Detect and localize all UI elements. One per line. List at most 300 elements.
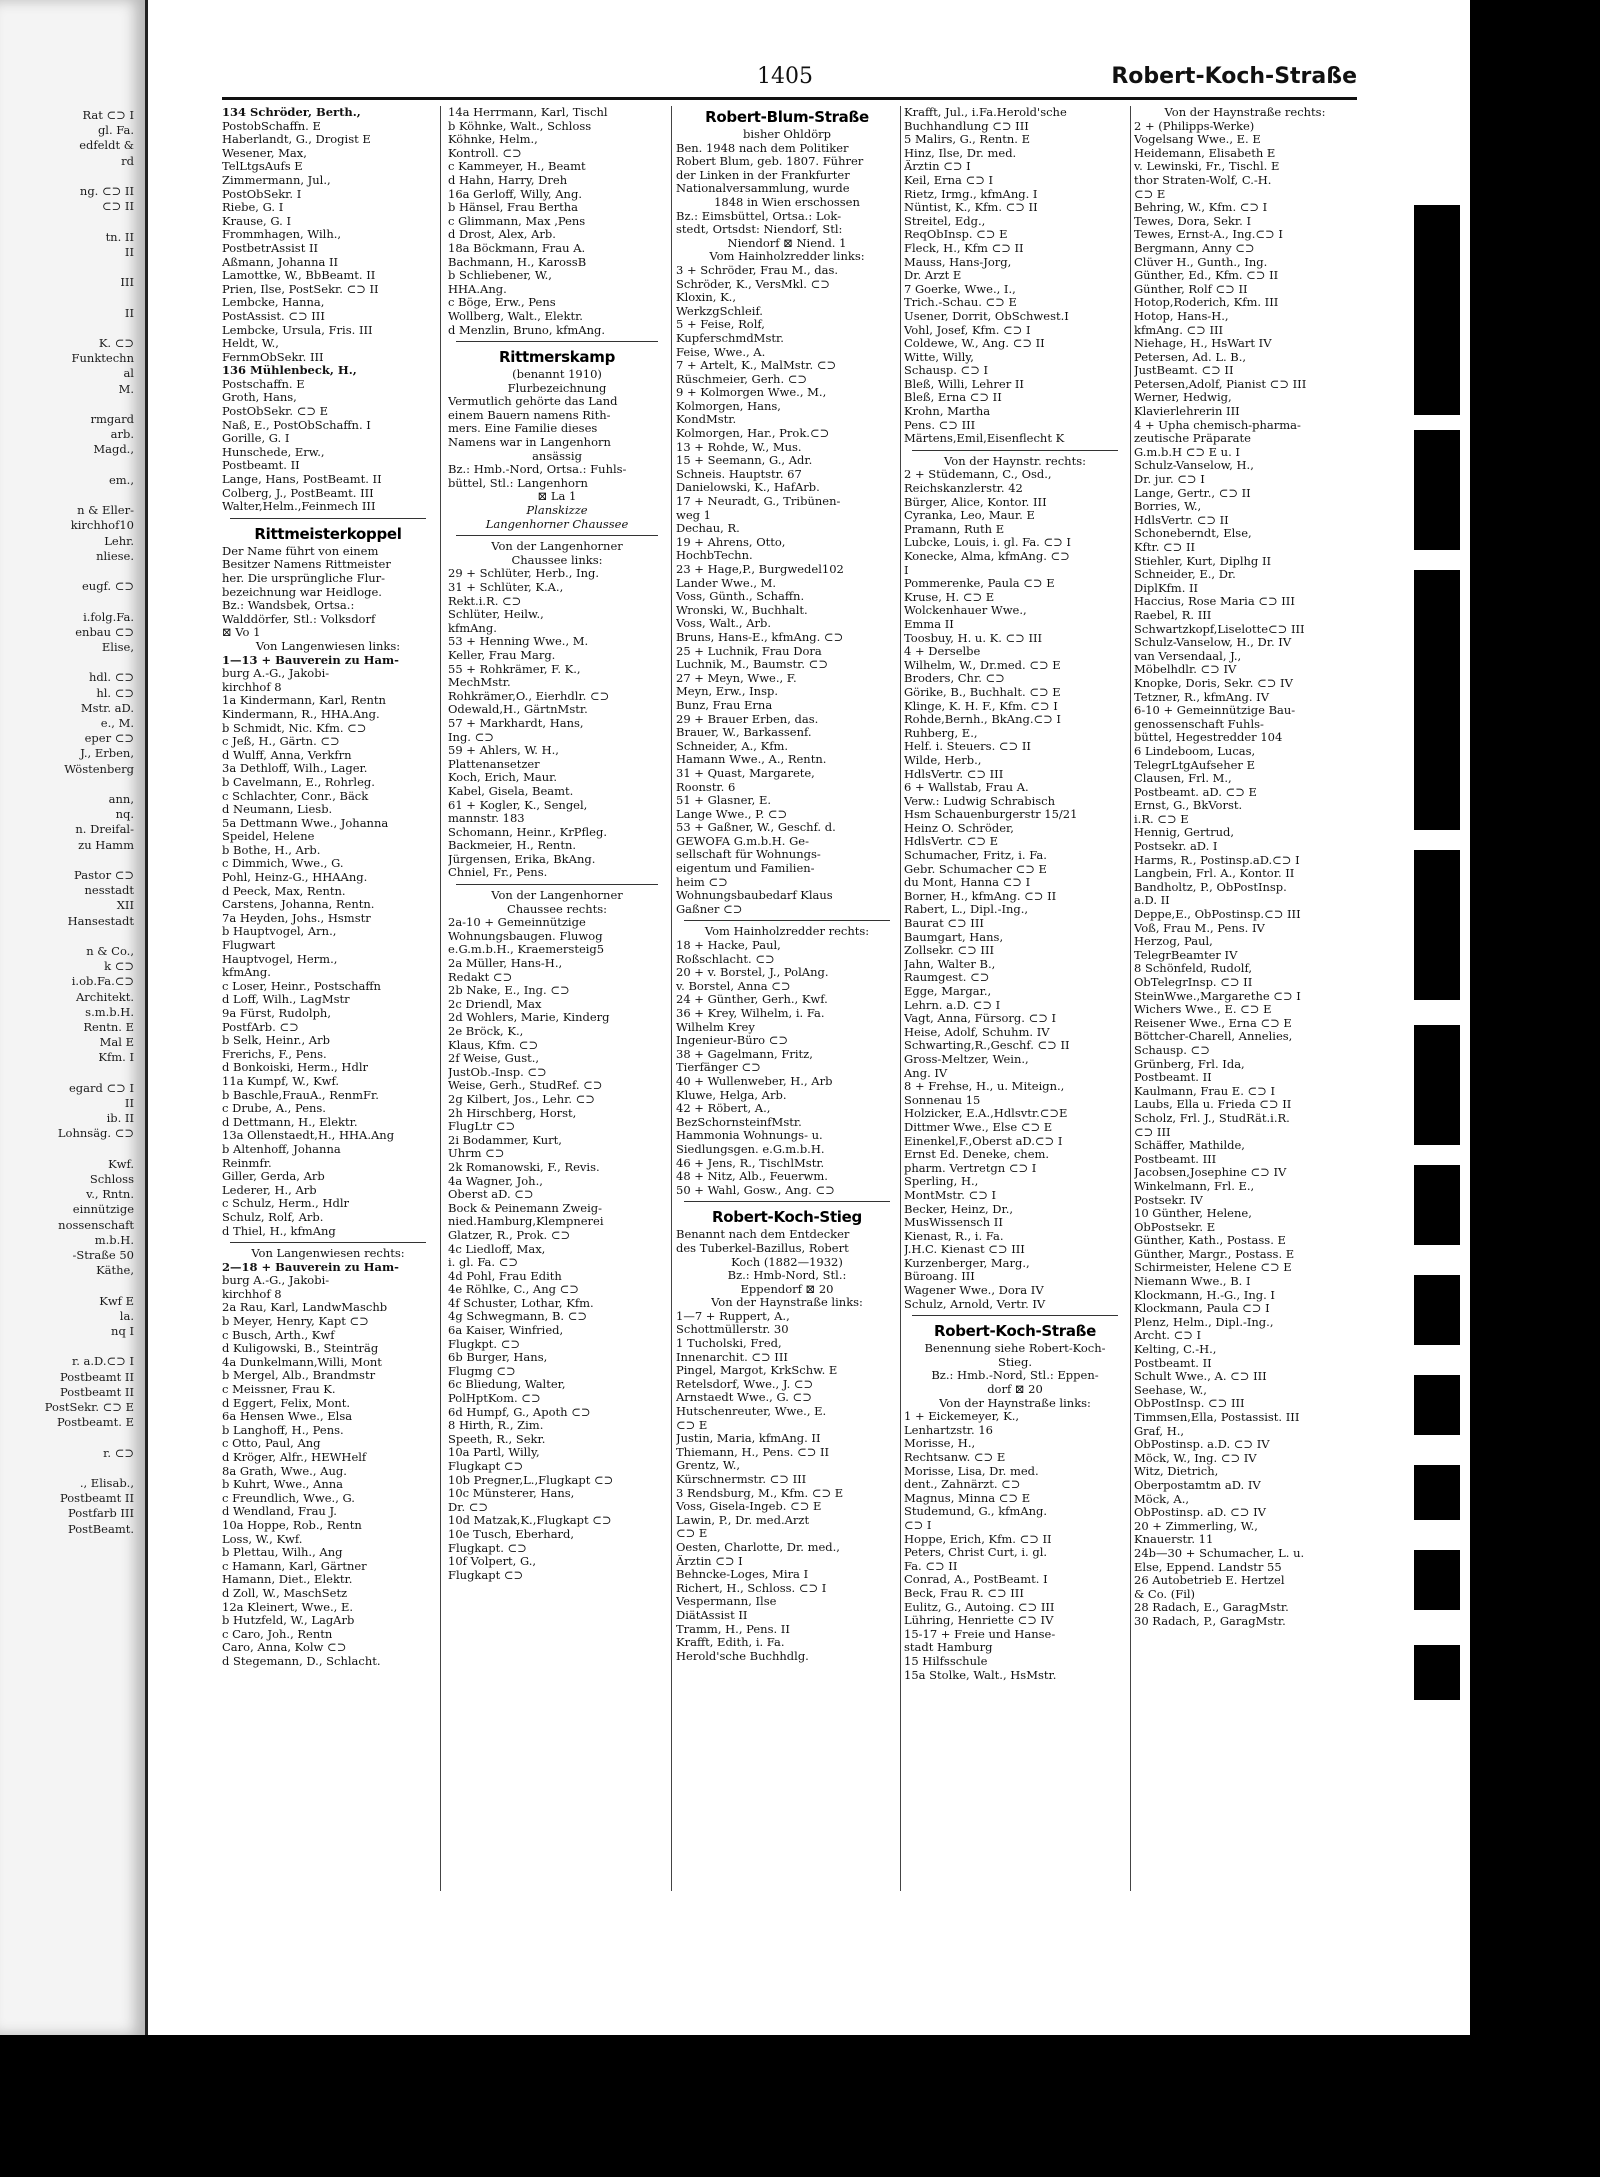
directory-entry: Harms, R., Postinsp.aD.⊂⊃ I [1134, 853, 1300, 867]
directory-entry: Schirmeister, Helene ⊂⊃ E [1134, 1261, 1292, 1275]
directory-entry: kfmAng. ⊂⊃ III [1134, 323, 1224, 337]
directory-entry: Heinz O. Schröder, [904, 821, 1014, 835]
directory-entry: PostfArb. ⊂⊃ [222, 1020, 299, 1034]
directory-entry: Knauerstr. 11 [1134, 1533, 1214, 1547]
section-note: Vom Hainholzredder links: [709, 250, 865, 264]
directory-entry: 28 Radach, E., GaragMstr. [1134, 1601, 1289, 1615]
directory-entry: 13 + Rohde, W., Mus. [676, 440, 802, 454]
directory-entry: DiplKfm. II [1134, 581, 1199, 595]
directory-entry: Petersen, Ad. L. B., [1134, 350, 1247, 364]
directory-entry: Kindermann, R., HHA.Ang. [222, 707, 380, 721]
directory-entry: 6a Hensen Wwe., Elsa [222, 1410, 353, 1424]
gutter-line: n & Co., [86, 944, 134, 958]
directory-entry: Hamann Wwe., A., Rentn. [676, 753, 827, 767]
directory-entry: ⊂⊃ III [1134, 1125, 1171, 1139]
directory-entry: Schult Wwe., A. ⊂⊃ III [1134, 1370, 1267, 1384]
gutter-line: gl. Fa. [97, 123, 134, 138]
directory-entry: Tewes, Ernst-A., Ing.⊂⊃ I [1134, 228, 1283, 242]
directory-entry: 2a Rau, Karl, LandwMaschb [222, 1301, 388, 1315]
directory-entry: 15 Hilfsschule [904, 1654, 988, 1668]
gutter-line: Postbeamt. E [57, 1415, 134, 1430]
directory-entry: Zimmermann, Jul., [222, 173, 331, 187]
directory-entry: 10e Tusch, Eberhard, [448, 1527, 575, 1541]
directory-entry: 29 + Schlüter, Herb., Ing. [448, 567, 599, 581]
directory-entry: 136 Mühlenbeck, H., [222, 364, 357, 378]
directory-entry: Ernst, G., BkVorst. [1134, 799, 1243, 813]
directory-entry: 1—7 + Ruppert, A., [676, 1309, 790, 1323]
section-note: Benennung siehe Robert-Koch- [924, 1342, 1106, 1356]
directory-entry: Postbeamt. II [1134, 1356, 1212, 1370]
directory-entry: Ärztin ⊂⊃ I [904, 160, 971, 174]
gutter-line: nesstadt [84, 883, 134, 898]
directory-entry: einem Bauern namens Rith- [448, 408, 611, 422]
section-note: Langenhorner Chaussee [485, 517, 629, 531]
directory-entry: Postsekr. aD. I [1134, 840, 1218, 854]
directory-entry: c Meissner, Frau K. [222, 1383, 336, 1397]
directory-entry: Clüver H., Gunth., Ing. [1134, 255, 1268, 269]
directory-entry: Tramm, H., Pens. II [676, 1622, 790, 1636]
directory-entry: burg A.-G., Jakobi- [222, 667, 330, 681]
directory-entry: Behring, W., Kfm. ⊂⊃ I [1134, 201, 1268, 215]
directory-entry: Schneis. Hauptstr. 67 [676, 467, 802, 481]
directory-entry: 51 + Glasner, E. [676, 794, 772, 808]
directory-entry: dent., Zahnärzt. ⊂⊃ [904, 1478, 1021, 1492]
directory-entry: 57 + Markhardt, Hans, [448, 716, 584, 730]
directory-entry: Bock & Peinemann Zweig- [448, 1201, 603, 1215]
gutter-line: II [124, 244, 134, 259]
directory-entry: Pens. ⊂⊃ III [904, 418, 976, 432]
directory-entry: Lühring, Henriette ⊂⊃ IV [904, 1614, 1054, 1628]
directory-entry: 10a Hoppe, Rob., Rentn [222, 1518, 362, 1532]
directory-entry: Schausp. ⊂⊃ I [904, 364, 989, 378]
directory-entry: c Böge, Erw., Pens [448, 296, 556, 310]
directory-entry: ⊂⊃ E [676, 1418, 708, 1432]
gutter-line: r. a.D.⊂⊃ I [72, 1354, 134, 1369]
directory-entry: 4f Schuster, Lothar, Kfm. [448, 1296, 594, 1310]
directory-entry: Naß, E., PostObSchaffn. I [222, 418, 371, 432]
gutter-line: nq I [111, 1324, 134, 1338]
directory-entry: Schulz, Rolf, Arb. [222, 1210, 324, 1224]
directory-entry: stadt Hamburg [904, 1641, 993, 1655]
directory-entry: HochbTechn. [676, 549, 753, 563]
section-divider [456, 341, 658, 342]
directory-entry: TelegrLtgAufseher E [1134, 758, 1255, 772]
section-divider [456, 884, 658, 885]
directory-entry: Postbeamt. II [1134, 1071, 1212, 1085]
directory-entry: Tewes, Dora, Sekr. I [1134, 214, 1251, 228]
directory-entry: Toosbuy, H. u. K. ⊂⊃ III [904, 631, 1043, 645]
directory-entry: ReqObInsp. ⊂⊃ E [904, 228, 1008, 242]
directory-entry: Loss, W., Kwf. [222, 1532, 303, 1546]
directory-entry: MontMstr. ⊂⊃ I [904, 1188, 997, 1202]
directory-entry: Flugkapt ⊂⊃ [448, 1568, 524, 1582]
directory-entry: van Versendaal, J., [1134, 649, 1242, 663]
directory-entry: Schlüter, Heilw., [448, 608, 544, 622]
gutter-line: Schloss [89, 1172, 134, 1186]
directory-entry: 3 + Schröder, Frau M., das. [676, 263, 839, 277]
directory-entry: 1—13 + Bauverein zu Ham- [222, 653, 399, 667]
directory-entry: Günther, Ed., Kfm. ⊂⊃ II [1134, 269, 1279, 283]
gutter-line: tn. II [105, 229, 134, 244]
gutter-line: i.ob.Fa.⊂⊃ [71, 974, 134, 989]
directory-entry: Brauer, W., Barkassenf. [676, 726, 812, 740]
directory-entry: Baurat ⊂⊃ III [904, 917, 984, 931]
directory-entry: 1 Tucholski, Fred, [676, 1337, 782, 1351]
directory-entry: HHA.Ang. [448, 282, 507, 296]
directory-entry: JustBeamt. ⊂⊃ II [1134, 364, 1234, 378]
directory-entry: b Kuhrt, Wwe., Anna [222, 1478, 344, 1492]
directory-entry: büttel, Stl.: Langenhorn [448, 476, 588, 490]
directory-entry: genossenschaft Fuhls- [1134, 717, 1264, 731]
directory-entry: Postbeamt. III [1134, 1152, 1217, 1166]
directory-entry: Dr. Arzt E [904, 269, 962, 283]
directory-entry: 2a-10 + Gemeinnützige [448, 916, 586, 930]
header-rule [222, 97, 1357, 100]
section-note: ⊠ La 1 [537, 490, 577, 504]
directory-entry: 48 + Nitz, Alb., Feuerwm. [676, 1170, 828, 1184]
directory-entry: Tetzner, R., kfmAng. IV [1134, 690, 1270, 704]
gutter-line: Postbeamt II [59, 1369, 134, 1384]
directory-entry: b Köhnke, Walt., Schloss [448, 119, 592, 133]
directory-entry: Becker, Heinz, Dr., [904, 1202, 1014, 1216]
directory-entry: Lehrn. a.D. ⊂⊃ I [904, 998, 1001, 1012]
directory-entry: Plattenansetzer [448, 757, 540, 771]
directory-entry: Schulz, Arnold, Vertr. IV [904, 1297, 1046, 1311]
directory-entry: ObPostInsp. ⊂⊃ III [1134, 1397, 1245, 1411]
directory-entry: 10c Münsterer, Hans, [448, 1487, 575, 1501]
directory-entry: b Schliebener, W., [448, 269, 552, 283]
directory-entry: Holzicker, E.A.,Hdlsvtr.⊂⊃E [904, 1107, 1068, 1121]
directory-entry: 2h Hirschberg, Horst, [448, 1106, 577, 1120]
directory-entry: c Schulz, Herm., Hdlr [222, 1197, 350, 1211]
directory-entry: Niehage, H., HsWart IV [1134, 337, 1272, 351]
gutter-line: II [124, 1096, 134, 1110]
section-note: Von Langenwiesen links: [255, 639, 401, 653]
gutter-line: hdl. ⊂⊃ [88, 670, 134, 685]
directory-entry: 6c Bliedung, Walter, [448, 1378, 566, 1392]
directory-entry: Herzog, Paul, [1134, 935, 1213, 949]
directory-entry: Wagener Wwe., Dora IV [904, 1284, 1044, 1298]
directory-entry: 4d Pohl, Frau Edith [448, 1269, 562, 1283]
directory-entry: Reinmfr. [222, 1156, 272, 1170]
directory-entry: b Cavelmann, E., Rohrleg. [222, 775, 375, 789]
directory-entry: 15-17 + Freie und Hanse- [904, 1627, 1056, 1641]
directory-entry: 7 + Artelt, K., MalMstr. ⊂⊃ [676, 359, 837, 373]
directory-entry: 5a Dettmann Wwe., Johanna [222, 816, 389, 830]
section-note: Planskizze [526, 504, 588, 518]
directory-entry: Oesten, Charlotte, Dr. med., [676, 1540, 840, 1554]
section-note: Koch (1882—1932) [731, 1255, 843, 1269]
directory-entry: Hutschenreuter, Wwe., E. [676, 1405, 827, 1419]
directory-entry: GEWOFA G.m.b.H. Ge- [676, 834, 809, 848]
directory-entry: Bleß, Willi, Lehrer II [904, 377, 1024, 391]
directory-entry: Vohl, Josef, Kfm. ⊂⊃ I [904, 323, 1031, 337]
directory-entry: Verw.: Ludwig Schrabisch [904, 794, 1056, 808]
directory-entry: 9a Fürst, Rudolph, [222, 1007, 331, 1020]
directory-entry: Hoppe, Erich, Kfm. ⊂⊃ II [904, 1532, 1052, 1546]
section-note: bisher Ohldörp [743, 128, 831, 141]
directory-entry: Thiemann, H., Pens. ⊂⊃ II [676, 1445, 830, 1459]
directory-entry: Bz.: Eimsbüttel, Ortsa.: Lok- [676, 209, 842, 223]
directory-entry: d Thiel, H., kfmAng [222, 1224, 336, 1238]
directory-entry: Rüschmeier, Gerh. ⊂⊃ [676, 372, 808, 386]
gutter-line: Lehr. [104, 533, 134, 548]
directory-entry: 18 + Hacke, Paul, [676, 939, 781, 953]
gutter-line: n & Eller- [77, 503, 134, 518]
directory-entry: 6b Burger, Hans, [448, 1351, 548, 1365]
directory-entry: Scholz, Frl. J., StudRät.i.R. [1134, 1111, 1290, 1125]
directory-entry: KondMstr. [676, 413, 737, 427]
directory-entry: Rietz, Irmg., kfmAng. I [904, 187, 1038, 201]
directory-entry: Schulz-Vanselow, H., Dr. IV [1134, 636, 1292, 650]
directory-entry: b Selk, Heinr., Arb [222, 1034, 330, 1048]
gutter-line: nq. [115, 807, 134, 822]
directory-entry: d Wulff, Anna, Verkfrn [222, 748, 352, 762]
gutter-line: Kwf. [108, 1156, 134, 1171]
directory-entry: Studemund, G., kfmAng. [904, 1505, 1048, 1519]
directory-entry: Günther, Margr., Postass. E [1134, 1247, 1295, 1261]
directory-entry: 6d Humpf, G., Apoth ⊂⊃ [448, 1405, 591, 1419]
section-note: Eppendorf ⊠ 20 [740, 1282, 834, 1296]
directory-entry: Koch, Erich, Maur. [448, 771, 558, 785]
directory-entry: Bz.: Wandsbek, Ortsa.: [222, 599, 355, 613]
section-note: ansässig [532, 449, 582, 463]
directory-entry: 23 + Hage,P., Burgwedel102 [676, 563, 844, 576]
gutter-line: zu Hamm [78, 837, 134, 852]
directory-entry: b Hänsel, Frau Bertha [448, 201, 579, 215]
directory-entry: 40 + Wullenweber, H., Arb [676, 1074, 833, 1088]
directory-entry: zeutische Präparate [1134, 432, 1251, 446]
directory-entry: Speidel, Helene [222, 830, 315, 844]
directory-entry: Morisse, H., [904, 1437, 976, 1451]
directory-entry: 2g Kilbert, Jos., Lehr. ⊂⊃ [448, 1092, 595, 1106]
directory-entry: Bergmann, Anny ⊂⊃ [1134, 241, 1255, 255]
directory-entry: 6 Lindeboom, Lucas, [1134, 744, 1256, 758]
directory-entry: Gaßner ⊂⊃ [676, 902, 743, 916]
directory-entry: 2c Driendl, Max [448, 997, 542, 1011]
directory-entry: Bachmann, H., KarossB [448, 255, 587, 269]
thumb-index-strip [1398, 185, 1470, 1865]
directory-entry: Hsm Schauenburgerstr 15/21 [904, 808, 1078, 822]
section-divider [684, 1201, 890, 1202]
gutter-line: II [124, 305, 134, 320]
directory-entry: Raumgest. ⊂⊃ [904, 971, 990, 985]
directory-entry: Voß, Frau M., Pens. IV [1134, 921, 1265, 935]
directory-entry: Heldt, W., [222, 337, 279, 351]
gutter-line: Käthe, [96, 1263, 134, 1278]
directory-entry: Haberlandt, G., Drogist E [222, 133, 371, 147]
section-note: 1848 in Wien erschossen [714, 195, 860, 209]
gutter-line: Postbeamt II [59, 1384, 134, 1399]
directory-entry: Roßschlacht. ⊂⊃ [676, 952, 775, 966]
directory-entry: Witz, Dietrich, [1134, 1465, 1219, 1479]
directory-entry: b Hutzfeld, W., LagArb [222, 1614, 355, 1628]
directory-entry: Büroang. III [904, 1270, 975, 1284]
directory-entry: Heise, Adolf, Schuhm. IV [904, 1025, 1050, 1039]
directory-entry: 15 + Seemann, G., Adr. [676, 454, 813, 468]
section-note: Chaussee rechts: [506, 902, 608, 916]
directory-entry: Möck, W., Ing. ⊂⊃ IV [1134, 1451, 1257, 1465]
directory-entry: d Drost, Alex, Arb. [448, 228, 556, 242]
directory-entry: du Mont, Hanna ⊂⊃ I [904, 876, 1031, 890]
directory-entry: Hunschede, Erw., [222, 445, 325, 459]
directory-entry: Backmeier, H., Rentn. [448, 839, 577, 853]
directory-entry: Schneider, E., Dr. [1134, 568, 1236, 582]
directory-entry: 19 + Ahrens, Otto, [676, 535, 786, 549]
directory-entry: TelLtgsAufs E [222, 160, 303, 174]
directory-entry: Reichskanzlerstr. 42 [904, 482, 1023, 496]
directory-entry: Hamann, Diet., Elektr. [222, 1573, 353, 1587]
gutter-line: em., [108, 472, 134, 487]
section-note: Von der Haynstraße links: [711, 1296, 863, 1310]
directory-entry: d Kröger, Alfr., HEWHelf [222, 1451, 367, 1464]
directory-entry: Kelting, C.-H., [1134, 1343, 1217, 1357]
directory-entry: 4c Liedloff, Max, [448, 1242, 546, 1256]
directory-entry: kirchhof 8 [222, 1287, 282, 1301]
gutter-line: eugf. ⊂⊃ [81, 579, 134, 594]
directory-entry: Böttcher-Charell, Annelies, [1134, 1030, 1293, 1044]
running-title: Robert-Koch-Straße [1111, 64, 1357, 89]
gutter-line: PostSekr. ⊂⊃ E [44, 1400, 134, 1414]
directory-entry: 2 + (Philipps-Werke) [1134, 119, 1255, 133]
directory-entry: Görike, B., Buchhalt. ⊂⊃ E [904, 685, 1061, 699]
column-3 [676, 106, 898, 1835]
directory-entry: Hinz, Ilse, Dr. med. [904, 146, 1017, 160]
directory-entry: Bunz, Frau Erna [676, 698, 773, 712]
directory-entry: Schwarting,R.,Geschf. ⊂⊃ II [904, 1039, 1070, 1053]
directory-entry: 30 Radach, P., GaragMstr. [1134, 1614, 1286, 1628]
directory-entry: ⊂⊃ E [1134, 187, 1166, 201]
directory-entry: Usener, Dorrit, ObSchwest.I [904, 309, 1069, 323]
directory-entry: 2 + Stüdemann, C., Osd., [904, 468, 1052, 482]
directory-entry: Dr. jur. ⊂⊃ I [1134, 473, 1205, 487]
directory-entry: 36 + Krey, Wilhelm, i. Fa. [676, 1007, 825, 1020]
directory-entry: c Kammeyer, H., Beamt [448, 160, 586, 174]
section-divider [230, 518, 426, 519]
directory-entry: Rechtsanw. ⊂⊃ E [904, 1451, 1006, 1464]
directory-entry: Märtens,Emil,Eisenflecht K [904, 432, 1065, 446]
directory-entry: PolHptKom. ⊂⊃ [448, 1392, 541, 1406]
directory-entry: 8 + Frehse, H., u. Miteign., [904, 1080, 1065, 1094]
directory-entry: Caro, Anna, Kolw ⊂⊃ [222, 1641, 347, 1655]
directory-entry: Sperling, H., [904, 1175, 979, 1189]
directory-entry: 6a Kaiser, Winfried, [448, 1324, 564, 1338]
directory-entry: nied.Hamburg,Klempnerei [448, 1215, 604, 1229]
directory-entry: c Hamann, Karl, Gärtner [222, 1559, 367, 1573]
directory-entry: bezeichnung war Heidloge. [222, 585, 382, 599]
gutter-line: nliese. [96, 548, 134, 563]
directory-entry: 2f Weise, Gust., [448, 1052, 540, 1066]
directory-entry: Lembcke, Ursula, Fris. III [222, 323, 373, 337]
directory-entry: Krause, G. I [222, 214, 291, 228]
directory-entry: 10a Partl, Willy, [448, 1446, 540, 1460]
directory-entry: 59 + Ahlers, W. H., [448, 744, 559, 758]
directory-entry: Trich.-Schau. ⊂⊃ E [904, 296, 1017, 310]
directory-entry: Feise, Wwe., A. [676, 345, 766, 359]
section-divider [456, 535, 658, 536]
street-heading: Rittmeisterkoppel [254, 524, 402, 543]
directory-entry: Lederer, H., Arb [222, 1183, 317, 1197]
directory-entry: Nationalversammlung, wurde [676, 182, 850, 196]
directory-entry: Archt. ⊂⊃ I [1134, 1329, 1202, 1343]
gutter-line: Hansestadt [67, 913, 134, 928]
directory-entry: c Glimmann, Max ,Pens [448, 214, 586, 228]
directory-entry: Bleß, Erna ⊂⊃ II [904, 391, 1002, 405]
directory-entry: Ingenieur-Büro ⊂⊃ [676, 1034, 789, 1048]
directory-entry: des Tuberkel-Bazillus, Robert [676, 1241, 849, 1255]
directory-entry: burg A.-G., Jakobi- [222, 1274, 330, 1288]
directory-entry: Behncke-Loges, Mira I [676, 1568, 809, 1582]
directory-entry: Jürgensen, Erika, BkAng. [448, 852, 596, 866]
gutter-line: al [123, 366, 134, 381]
directory-entry: d Hahn, Harry, Dreh [448, 173, 568, 187]
directory-entry: Vespermann, Ilse [676, 1595, 777, 1609]
directory-entry: Graf, H., [1134, 1424, 1185, 1438]
directory-entry: 8 Hirth, R., Zim. [448, 1419, 544, 1433]
directory-entry: Postbeamt. aD. ⊂⊃ E [1134, 785, 1257, 799]
directory-entry: Kruse, H. ⊂⊃ E [904, 590, 995, 604]
directory-entry: pharm. Vertretgn ⊂⊃ I [904, 1161, 1037, 1175]
directory-entry: 2e Bröck, K., [448, 1025, 524, 1038]
directory-entry: FernmObSekr. III [222, 350, 324, 364]
directory-entry: KupferschmdMstr. [676, 331, 784, 345]
column-divider [440, 106, 441, 1891]
directory-entry: d Menzlin, Bruno, kfmAng. [448, 323, 605, 337]
directory-entry: der Linken in der Frankfurter [676, 168, 850, 182]
directory-entry: Schröder, K., VersMkl. ⊂⊃ [676, 277, 830, 291]
directory-entry: Frerichs, F., Pens. [222, 1047, 327, 1061]
directory-entry: Klinge, K. H. F., Kfm. ⊂⊃ I [904, 699, 1058, 713]
directory-entry: Rohkrämer,O., Eierhdlr. ⊂⊃ [448, 689, 610, 703]
gutter-line: III [120, 275, 134, 290]
directory-entry: Bruns, Hans-E., kfmAng. ⊂⊃ [676, 630, 844, 644]
directory-entry: Chniel, Fr., Pens. [448, 866, 548, 880]
directory-entry: b Mergel, Alb., Brandmstr [222, 1369, 376, 1383]
directory-entry: kfmAng. [448, 621, 497, 635]
directory-entry: 31 + Quast, Margarete, [676, 766, 815, 780]
directory-entry: c Caro, Joh., Rentn [222, 1627, 333, 1641]
directory-entry: Ang. IV [904, 1066, 948, 1080]
directory-entry: d Peeck, Max, Rentn. [222, 884, 346, 898]
directory-entry: 18a Böckmann, Frau A. [448, 241, 586, 255]
directory-entry: Jahn, Walter B., [904, 957, 996, 971]
gutter-line: edfeldt & [79, 138, 134, 153]
directory-entry: 46 + Jens, R., TischlMstr. [676, 1156, 825, 1170]
directory-entry: Pramann, Ruth E [904, 522, 1005, 536]
directory-entry: DiätAssist II [676, 1608, 748, 1622]
directory-entry: 61 + Kogler, K., Sengel, [448, 798, 588, 812]
page-header [222, 58, 1357, 96]
gutter-line: Postfarb III [68, 1506, 134, 1521]
gutter-line: -Straße 50 [72, 1248, 134, 1262]
directory-entry: PostObSekr. ⊂⊃ E [222, 405, 329, 419]
gutter-line: i.folg.Fa. [83, 609, 134, 624]
directory-entry: Cyranka, Leo, Maur. E [904, 509, 1035, 523]
directory-entry: Bandholtz, P., ObPostInsp. [1134, 880, 1287, 894]
directory-entry: Pohl, Heinz-G., HHAAng. [222, 871, 368, 885]
directory-entry: Kftr. ⊂⊃ II [1134, 541, 1196, 554]
directory-entry: Buchhandlung ⊂⊃ III [904, 119, 1029, 133]
gutter-line: ann, [108, 792, 134, 806]
directory-entry: Dechau, R. [676, 522, 740, 536]
directory-entry: Schottmüllerstr. 30 [676, 1323, 789, 1337]
directory-entry: c Freundlich, Wwe., G. [222, 1491, 355, 1505]
column-divider [671, 106, 672, 1891]
directory-entry: Kolmorgen, Hans, [676, 399, 781, 413]
directory-entry: Besitzer Namens Rittmeister [222, 558, 391, 572]
directory-entry: 11a Kumpf, W., Kwf. [222, 1074, 340, 1088]
directory-entry: Oberst aD. ⊂⊃ [448, 1188, 534, 1202]
